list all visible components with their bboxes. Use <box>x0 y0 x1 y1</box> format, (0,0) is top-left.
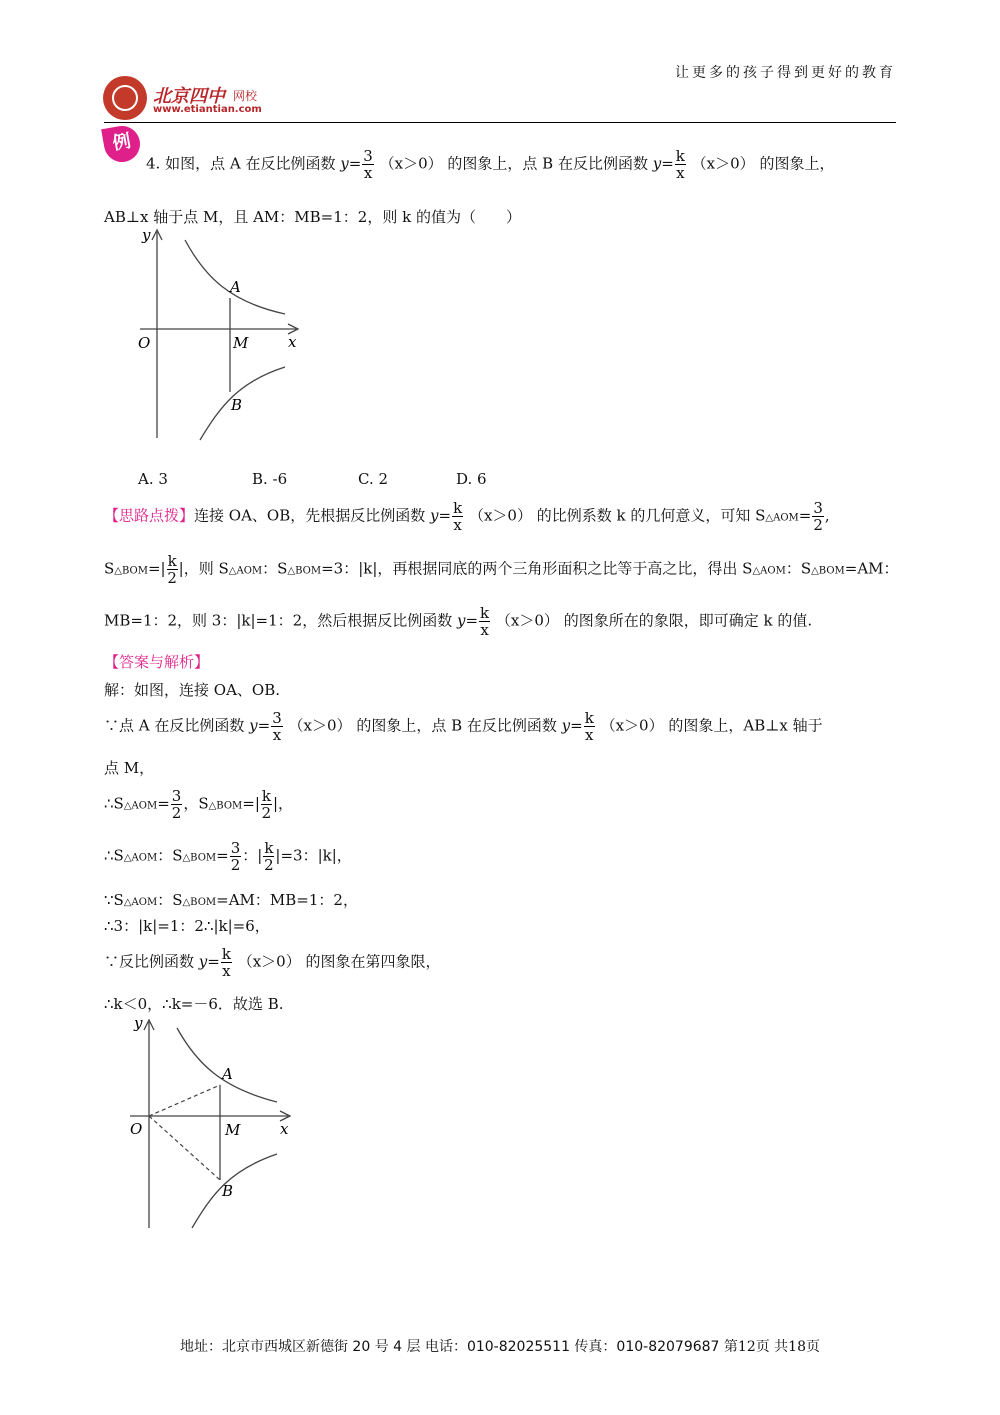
question-line-2: AB⊥x 轴于点 M，且 AM：MB=1：2，则 k 的值为（ ） <box>104 208 521 226</box>
point-m-label: M <box>233 334 249 352</box>
logo-name: 北京四中 <box>153 86 225 107</box>
logo-net: 网校 <box>233 89 258 103</box>
school-logo <box>103 76 293 122</box>
fraction: $\frac{k}{x}$ <box>453 499 463 534</box>
logo-url: www.etiantian.com <box>153 104 262 115</box>
logo-emblem-icon <box>103 76 147 120</box>
answer-figure <box>122 1012 302 1234</box>
footer-address: 地址：北京市西城区新德街 20 号 4 层 电话：010-82025511 传真：010-82079687 <box>179 1339 720 1355</box>
hint-line-2: S△BOM=| $\frac{k}{2}$ |，则 S△AOM：S△BOM=3：|k|，再根据同底的两个三角形面积之比等于高之比，得出 S△AOM：S△BOM=AM： <box>104 552 899 587</box>
question-line-1: 4. 如图，点 A 在反比例函数 y= $\frac{3}{x}$ （x＞0） 的图象上，点 B 在反比例函数 y= $\frac{k}{x}$ （x＞0） 的图象上， <box>146 147 835 182</box>
fraction: $\frac{k}{x}$ <box>584 709 594 744</box>
answer-step-3: 点 M， <box>104 759 155 777</box>
answer-step-8: ∵反比例函数 y= $\frac{k}{x}$ （x＞0） 的图象在第四象限， <box>104 945 441 980</box>
answer-title: 【答案与解析】 <box>104 653 210 671</box>
origin-label: O <box>130 1120 143 1138</box>
page-footer <box>0 1336 1000 1356</box>
fraction: $\frac{3}{2}$ <box>171 787 182 822</box>
fraction: $\frac{k}{x}$ <box>675 147 685 182</box>
question-figure <box>130 222 310 444</box>
axis-x-label: x <box>288 333 297 351</box>
fraction: $\frac{k}{2}$ <box>167 552 177 587</box>
answer-step-7: ∴3：|k|=1：2∴|k|=6， <box>104 917 270 935</box>
answer-conclusion: ∴k＜0，∴k=－6．故选 B. <box>104 995 284 1013</box>
fraction: $\frac{3}{2}$ <box>813 499 823 534</box>
axis-y-label: y <box>134 1014 143 1032</box>
fraction: $\frac{k}{x}$ <box>221 945 231 980</box>
point-b-label: B <box>231 396 243 414</box>
hint-line-1: 【思路点拨】连接 OA、OB，先根据反比例函数 y= $\frac{k}{x}$ （x＞0） 的比例系数 k 的几何意义，可知 S△AOM= $\frac{3}{2}$ , <box>104 499 830 534</box>
fraction: $\frac{3}{x}$ <box>272 709 282 744</box>
origin-label: O <box>138 334 151 352</box>
fraction: $\frac{k}{2}$ <box>264 839 274 874</box>
point-b-label: B <box>222 1182 234 1200</box>
answer-step-4: ∴S△AOM= $\frac{3}{2}$ ，S△BOM=| $\frac{k}{2}$ |， <box>104 787 294 822</box>
answer-step-6: ∵S△AOM：S△BOM=AM：MB=1：2， <box>104 891 358 909</box>
axis-y-label: y <box>142 226 151 244</box>
option-d: D. 6 <box>456 470 487 488</box>
option-c: C. 2 <box>358 470 389 488</box>
page-number: 第12页 共18页 <box>723 1339 821 1355</box>
fraction: $\frac{3}{x}$ <box>363 147 373 182</box>
hint-title: 【思路点拨】 <box>104 506 195 525</box>
axis-x-label: x <box>280 1120 289 1138</box>
answer-step-5: ∴S△AOM：S△BOM= $\frac{3}{2}$ ：| $\frac{k}{2}$ |=3：|k|， <box>104 839 352 874</box>
point-a-label: A <box>230 278 241 296</box>
point-a-label: A <box>222 1065 233 1083</box>
header-divider <box>104 122 896 123</box>
point-m-label: M <box>225 1121 241 1139</box>
answer-step-2: ∵点 A 在反比例函数 y= $\frac{3}{x}$ （x＞0） 的图象上，点 B 在反比例函数 y= $\frac{k}{x}$ （x＞0） 的图象上，AB⊥x 轴于 <box>104 709 823 744</box>
option-a: A. 3 <box>138 470 168 488</box>
option-b: B. -6 <box>252 470 288 488</box>
header-slogan: 让更多的孩子得到更好的教育 <box>675 65 896 81</box>
fraction: $\frac{3}{2}$ <box>230 839 241 874</box>
hint-line-3: MB=1：2，则 3：|k|=1：2，然后根据反比例函数 y= $\frac{k}{x}$ （x＞0） 的图象所在的象限，即可确定 k 的值. <box>104 604 813 639</box>
fraction: $\frac{k}{x}$ <box>480 604 490 639</box>
answer-step-1: 解：如图，连接 OA、OB. <box>104 681 280 699</box>
example-badge: 例 <box>101 123 143 165</box>
fraction: $\frac{k}{2}$ <box>261 787 272 822</box>
